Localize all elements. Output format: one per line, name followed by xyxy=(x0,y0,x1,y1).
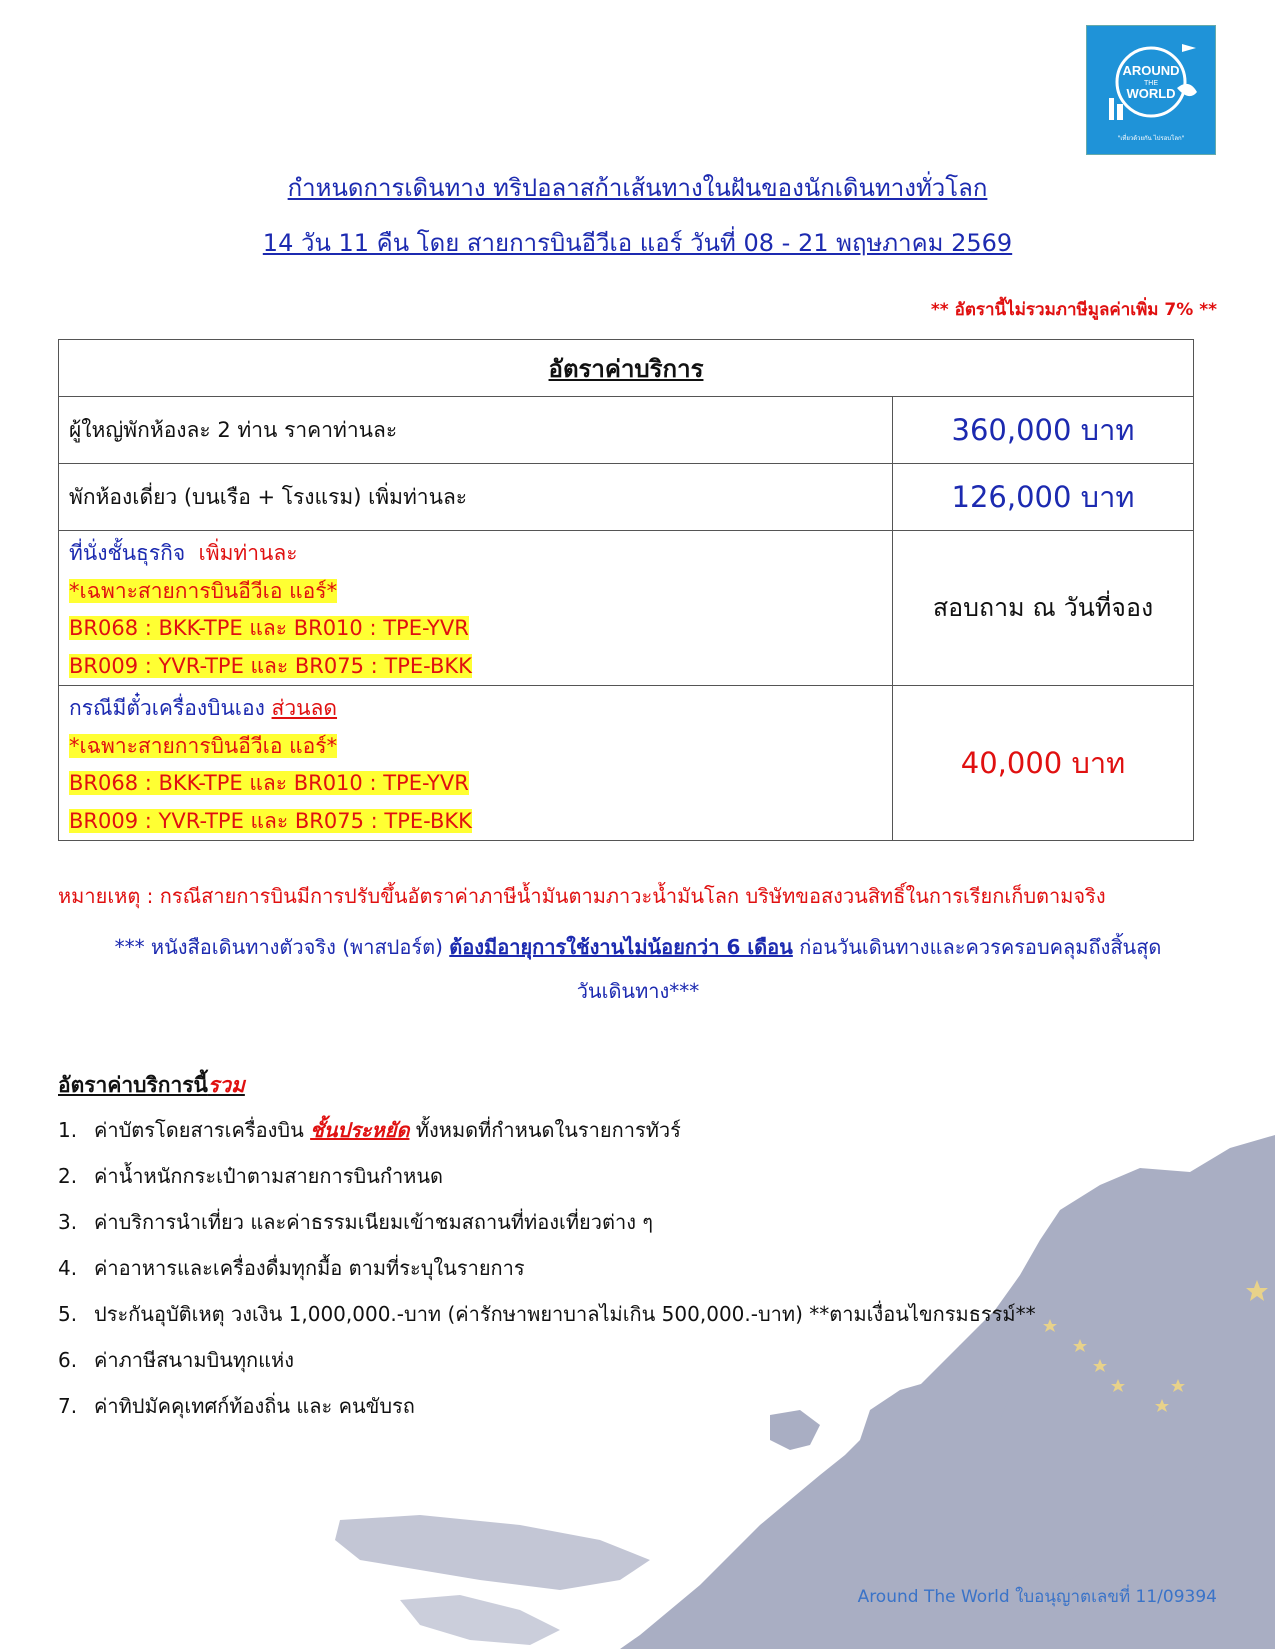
trip-title: กำหนดการเดินทาง ทริปอลาสก้าเส้นทางในฝันของนักเดินทางทั่วโลก xyxy=(287,174,988,202)
business-extra-label: เพิ่มท่านละ xyxy=(198,541,298,565)
included-heading xyxy=(58,1069,245,1102)
item-number: 2. xyxy=(58,1164,78,1188)
own-ticket-price: 40,000 บาท xyxy=(960,746,1126,780)
rate-price-adult: 360,000 บาท xyxy=(951,413,1135,447)
rate-price-single: 126,000 บาท xyxy=(951,480,1135,514)
item-number: 5. xyxy=(58,1302,78,1326)
list-item xyxy=(58,1383,1036,1429)
included-heading-text: อัตราค่าบริการนี้ xyxy=(58,1073,208,1097)
item-number: 3. xyxy=(58,1210,78,1234)
passport-note-line2: วันเดินทาง*** xyxy=(576,979,700,1003)
own-ticket-discount-label: ส่วนลด xyxy=(271,696,338,720)
rate-label-adult: ผู้ใหญ่พักห้องละ 2 ท่าน ราคาท่านละ xyxy=(59,397,893,464)
list-item xyxy=(58,1291,1036,1337)
trip-subtitle: 14 วัน 11 คืน โดย สายการบินอีวีเอ แอร์ วันที่ 08 - 21 พฤษภาคม 2569 xyxy=(262,229,1013,257)
own-ticket-flight-2: BR009 : YVR-TPE และ BR075 : TPE-BKK xyxy=(69,808,472,833)
passport-note-emphasis: ต้องมีอายุการใช้งานไม่น้อยกว่า 6 เดือน xyxy=(449,935,793,959)
item-text: ค่าอาหารและเครื่องดื่มทุกมื้อ ตามที่ระบุในรายการ xyxy=(94,1256,525,1280)
item-text: ค่าบริการนำเที่ยว และค่าธรรมเนียมเข้าชมสถานที่ท่องเที่ยวต่าง ๆ xyxy=(94,1210,654,1234)
item-number: 7. xyxy=(58,1394,78,1418)
passport-note-pre: *** หนังสือเดินทางตัวจริง (พาสปอร์ต) xyxy=(114,935,450,959)
logo-text-world: WORLD xyxy=(1126,86,1176,101)
rate-row-own-ticket xyxy=(59,686,1194,841)
list-item xyxy=(58,1153,1036,1199)
rates-header: อัตราค่าบริการ xyxy=(59,340,1194,397)
own-ticket-airline-note: *เฉพาะสายการบินอีวีเอ แอร์* xyxy=(69,733,338,758)
included-heading-emphasis: รวม xyxy=(207,1073,245,1097)
passport-note xyxy=(58,925,1218,1013)
item-text: ค่าภาษีสนามบินทุกแห่ง xyxy=(94,1348,294,1372)
business-flight-2: BR009 : YVR-TPE และ BR075 : TPE-BKK xyxy=(69,653,472,678)
own-ticket-label: กรณีมีตั๋วเครื่องบินเอง xyxy=(69,696,265,720)
vat-note: ** อัตรานี้ไม่รวมภาษีมูลค่าเพิ่ม 7% ** xyxy=(930,300,1217,320)
license-footer: Around The World ใบอนุญาตเลขที่ 11/09394 xyxy=(857,1587,1217,1607)
item-text: ค่าน้ำหนักกระเป๋าตามสายการบินกำหนด xyxy=(94,1164,444,1188)
item-number: 4. xyxy=(58,1256,78,1280)
business-flight-1: BR068 : BKK-TPE และ BR010 : TPE-YVR xyxy=(69,616,469,640)
logo-tagline: "เที่ยวด้วยกัน ไปรอบโลก" xyxy=(1117,135,1185,142)
rate-label-single: พักห้องเดี่ยว (บนเรือ + โรงแรม) เพิ่มท่านละ xyxy=(59,464,893,531)
passport-note-post: ก่อนวันเดินทางและควรครอบคลุมถึงสิ้นสุด xyxy=(792,935,1162,959)
item-number: 1. xyxy=(58,1118,78,1142)
own-ticket-flight-1: BR068 : BKK-TPE และ BR010 : TPE-YVR xyxy=(69,771,469,795)
list-item xyxy=(58,1199,1036,1245)
business-price: สอบถาม ณ วันที่จอง xyxy=(932,593,1154,622)
included-list xyxy=(58,1107,1036,1429)
logo-text-around: AROUND xyxy=(1122,63,1180,78)
rate-row-adult xyxy=(59,397,1194,464)
rate-row-single xyxy=(59,464,1194,531)
item-text: ค่าทิปมัคคุเทศก์ท้องถิ่น และ คนขับรถ xyxy=(94,1394,415,1418)
fuel-remark: หมายเหตุ : กรณีสายการบินมีการปรับขึ้นอัตราค่าภาษีน้ำมันตามภาวะน้ำมันโลก บริษัทขอสงวนสิทธิ์ในการเรียกเก็บตามจริง xyxy=(58,884,1106,908)
rates-table xyxy=(58,339,1194,841)
item-text: ประกันอุบัติเหตุ วงเงิน 1,000,000.-บาท (ค่ารักษาพยาบาลไม่เกิน 500,000.-บาท) **ตามเงื่อนไขกรมธรรม์** xyxy=(94,1302,1036,1326)
item-emphasis: ชั้นประหยัด xyxy=(310,1118,410,1142)
business-label: ที่นั่งชั้นธุรกิจ xyxy=(69,541,186,565)
logo-text-the: THE xyxy=(1144,80,1158,87)
item-number: 6. xyxy=(58,1348,78,1372)
item-text-post: ทั้งหมดที่กำหนดในรายการทัวร์ xyxy=(409,1118,681,1142)
list-item xyxy=(58,1245,1036,1291)
around-the-world-logo xyxy=(1086,25,1216,155)
item-text: ค่าบัตรโดยสารเครื่องบิน xyxy=(94,1118,311,1142)
list-item xyxy=(58,1107,1036,1153)
business-airline-note: *เฉพาะสายการบินอีวีเอ แอร์* xyxy=(69,578,338,603)
rate-row-business xyxy=(59,531,1194,686)
list-item xyxy=(58,1337,1036,1383)
